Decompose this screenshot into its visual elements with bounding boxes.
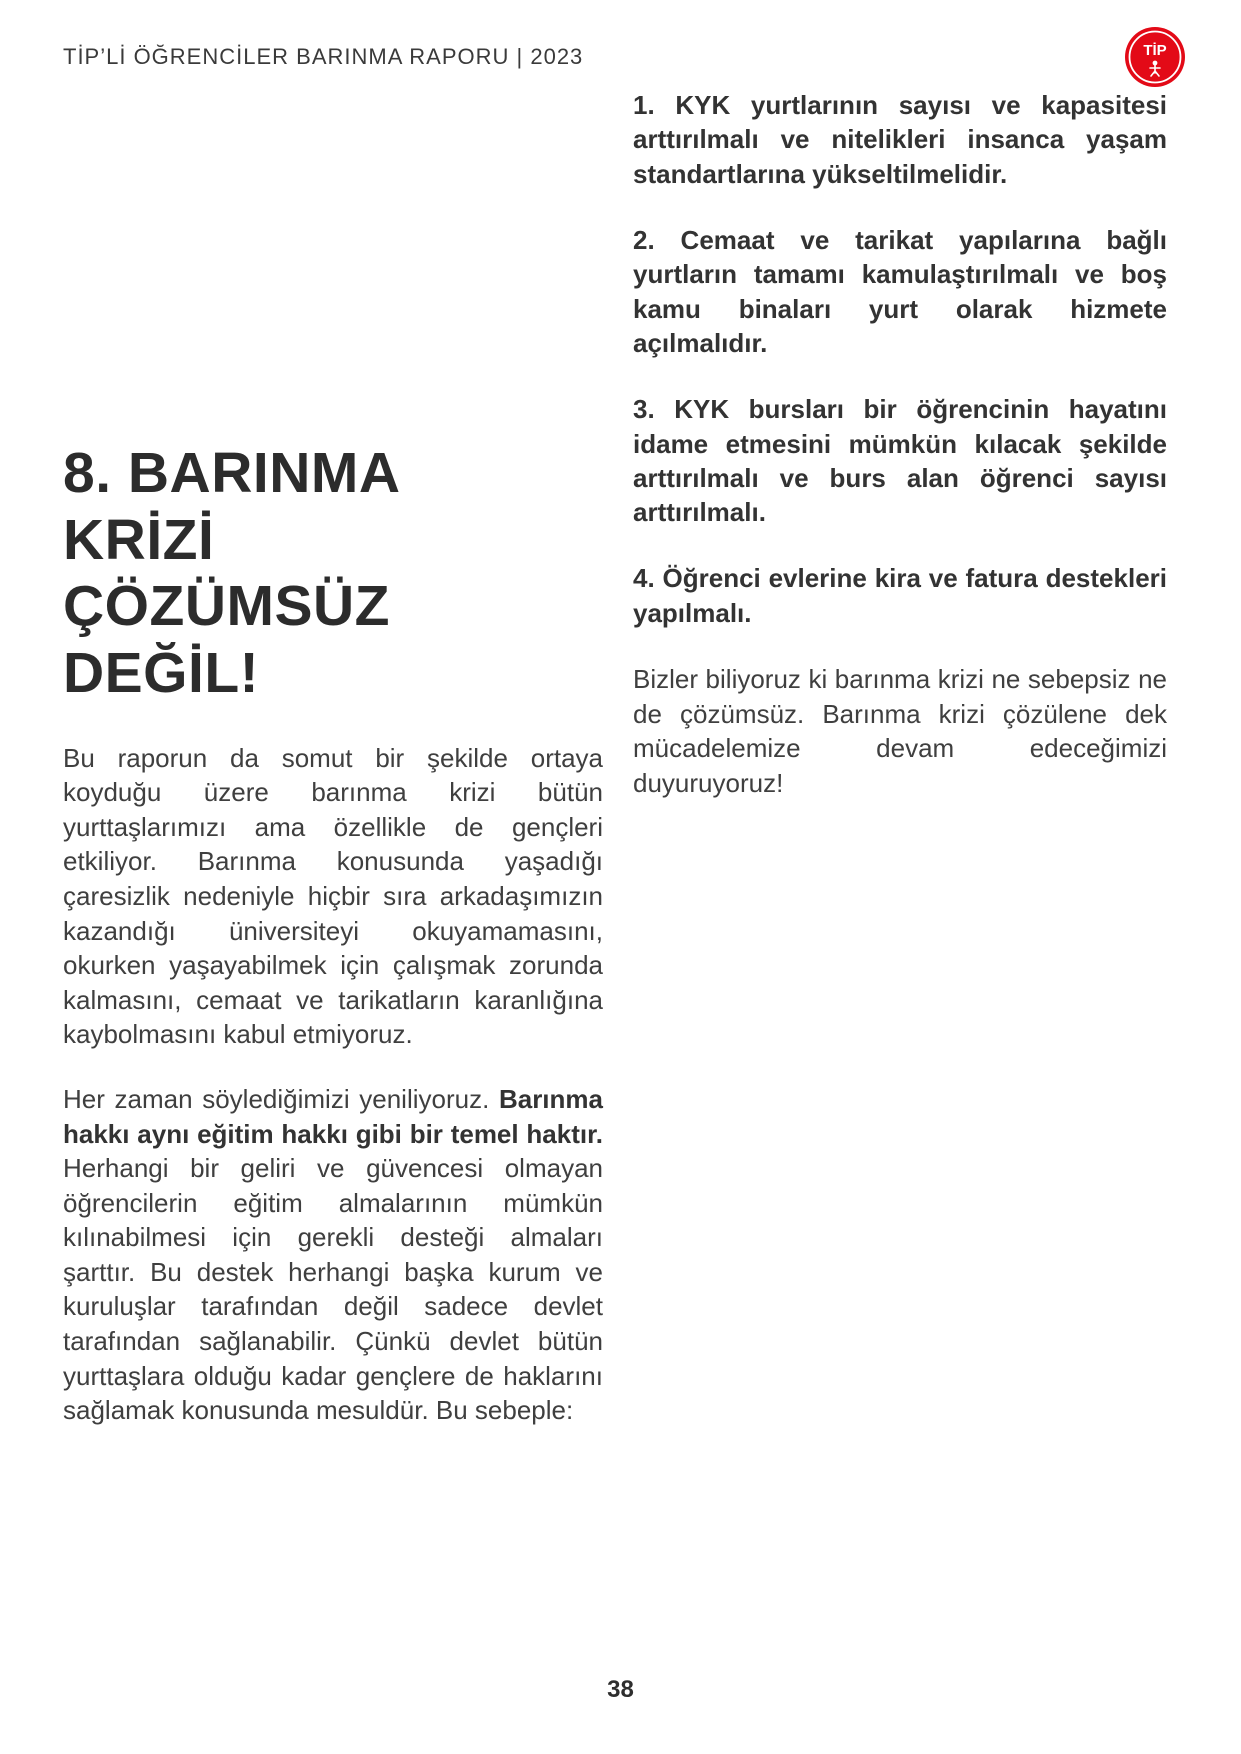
report-header-title: TİP’Lİ ÖĞRENCİLER BARINMA RAPORU | 2023 bbox=[63, 44, 584, 69]
page-number: 38 bbox=[607, 1676, 634, 1703]
demand-item-4: 4. Öğrenci evlerine kira ve fatura destekleri yapılmalı. bbox=[633, 563, 1167, 628]
left-column bbox=[63, 440, 603, 1458]
demand-item-2: 2. Cemaat ve tarikat yapılarına bağlı yurtların tamamı kamulaştırılmalı ve boş kamu binaları yurt olarak hizmete açılmalıdır. bbox=[633, 224, 1167, 358]
tip-logo-icon bbox=[1124, 26, 1186, 88]
right-column bbox=[633, 88, 1167, 830]
closing-paragraph: Bizler biliyoruz ki barınma krizi ne sebepsiz ne de çözümsüz. Barınma krizi çözülene dek mücadelemize devam edeceğimizi duyuruyoruz! bbox=[633, 664, 1167, 798]
demand-item-3: 3. KYK bursları bir öğrencinin hayatını idame etmesini mümkün kılacak şekilde arttırılmalı ve burs alan öğrenci sayısı arttırılmalı. bbox=[633, 394, 1167, 528]
tip-party-logo bbox=[1124, 26, 1186, 88]
section-heading-line-2: KRİZİ bbox=[63, 507, 215, 572]
demand-item-1: 1. KYK yurtlarının sayısı ve kapasitesi arttırılmalı ve nitelikleri insanca yaşam standartlarına yükseltilmelidir. bbox=[633, 90, 1167, 189]
section-heading-line-4: DEĞİL! bbox=[63, 641, 260, 706]
paragraph-2-bold-statement: Barınma hakkı aynı eğitim hakkı gibi bir temel haktır. bbox=[63, 1083, 603, 1149]
paragraph-2-rest: Herhangi bir geliri ve güvencesi olmayan öğrencilerin eğitim almalarının mümkün kılınabilmesi için gerekli desteği almaları şarttır. Bu destek herhangi başka kurum ve kuruluşlar tarafından değil sadece devlet tarafından sağlanabilir. Çünkü devlet bütün yurttaşlara olduğu kadar gençlere de haklarını sağlamak konusunda mesuldür. Bu sebeple: bbox=[63, 1153, 603, 1426]
section-heading-line-3: ÇÖZÜMSÜZ bbox=[63, 574, 390, 639]
paragraph-2-intro: Her zaman söylediğimizi yeniliyoruz. bbox=[63, 1083, 499, 1114]
body-paragraph-2 bbox=[63, 1082, 603, 1428]
svg-text:TİP: TİP bbox=[1143, 42, 1167, 59]
section-heading bbox=[63, 440, 603, 707]
body-paragraph-1: Bu raporun da somut bir şekilde ortaya koyduğu üzere barınma krizi bütün yurttaşlarımızı ama özellikle de gençleri etkiliyor. Barınma konusunda yaşadığı çaresizlik nedeniyle hiçbir sıra arkadaşımızın kazandığı üniversiteyi okuyamamasını, okurken yaşayabilmek için çalışmak zorunda kalmasını, cemaat ve tarikatların karanlığına kaybolmasını kabul etmiyoruz. bbox=[63, 742, 603, 1050]
section-heading-line-1: 8. BARINMA bbox=[63, 441, 401, 505]
